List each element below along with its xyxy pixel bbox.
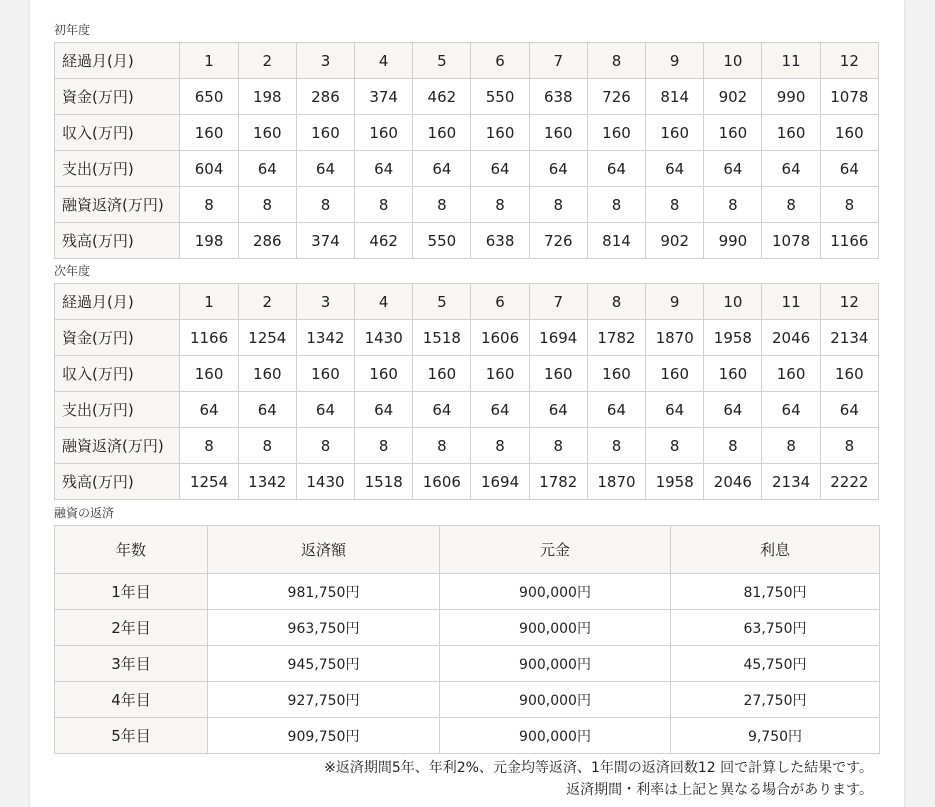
value-cell: 198 (180, 223, 238, 259)
value-cell: 1782 (587, 320, 645, 356)
amount-cell: 900,000円 (440, 646, 671, 682)
value-cell: 374 (296, 223, 354, 259)
value-cell: 8 (587, 187, 645, 223)
value-cell: 1870 (587, 464, 645, 500)
amount-cell: 900,000円 (440, 682, 671, 718)
table-row (55, 356, 879, 392)
value-cell: 160 (238, 115, 296, 151)
month-header-row (55, 43, 879, 79)
month-cell: 10 (704, 284, 762, 320)
table-row (55, 320, 879, 356)
column-header: 返済額 (208, 526, 440, 574)
amount-cell: 963,750円 (208, 610, 440, 646)
month-cell: 7 (529, 284, 587, 320)
amount-cell: 900,000円 (440, 718, 671, 754)
value-cell: 160 (296, 115, 354, 151)
amount-cell: 9,750円 (671, 718, 880, 754)
month-cell: 11 (762, 43, 820, 79)
row-label: 経過月(月) (55, 284, 180, 320)
value-cell: 1870 (646, 320, 704, 356)
value-cell: 160 (646, 356, 704, 392)
value-cell: 160 (355, 356, 413, 392)
value-cell: 64 (355, 392, 413, 428)
value-cell: 286 (296, 79, 354, 115)
year-cell: 2年目 (55, 610, 208, 646)
value-cell: 990 (704, 223, 762, 259)
value-cell: 1078 (762, 223, 820, 259)
value-cell: 8 (296, 428, 354, 464)
value-cell: 160 (180, 356, 238, 392)
value-cell: 8 (704, 428, 762, 464)
month-cell: 2 (238, 284, 296, 320)
value-cell: 64 (704, 392, 762, 428)
value-cell: 1606 (471, 320, 529, 356)
value-cell: 64 (471, 392, 529, 428)
month-cell: 3 (296, 284, 354, 320)
value-cell: 160 (704, 356, 762, 392)
value-cell: 160 (471, 115, 529, 151)
value-cell: 374 (355, 79, 413, 115)
row-label: 支出(万円) (55, 392, 180, 428)
value-cell: 160 (529, 115, 587, 151)
value-cell: 8 (587, 428, 645, 464)
value-cell: 814 (587, 223, 645, 259)
value-cell: 64 (646, 392, 704, 428)
month-cell: 4 (355, 43, 413, 79)
year2-cashflow-table (54, 283, 879, 500)
amount-cell: 945,750円 (208, 646, 440, 682)
value-cell: 286 (238, 223, 296, 259)
value-cell: 462 (413, 79, 471, 115)
value-cell: 638 (529, 79, 587, 115)
table-row (55, 646, 880, 682)
value-cell: 1342 (238, 464, 296, 500)
table-row (55, 682, 880, 718)
value-cell: 2134 (762, 464, 820, 500)
table-row (55, 151, 879, 187)
value-cell: 8 (296, 187, 354, 223)
value-cell: 550 (413, 223, 471, 259)
year-cell: 1年目 (55, 574, 208, 610)
row-label: 資金(万円) (55, 79, 180, 115)
year-cell: 3年目 (55, 646, 208, 682)
loan-caption: 融資の返済 (54, 506, 115, 520)
value-cell: 1782 (529, 464, 587, 500)
month-cell: 3 (296, 43, 354, 79)
amount-cell: 927,750円 (208, 682, 440, 718)
value-cell: 2134 (820, 320, 878, 356)
value-cell: 8 (355, 428, 413, 464)
value-cell: 638 (471, 223, 529, 259)
row-label: 資金(万円) (55, 320, 180, 356)
value-cell: 2222 (820, 464, 878, 500)
month-cell: 5 (413, 43, 471, 79)
month-cell: 1 (180, 284, 238, 320)
value-cell: 8 (238, 187, 296, 223)
value-cell: 1518 (355, 464, 413, 500)
value-cell: 64 (296, 151, 354, 187)
value-cell: 160 (296, 356, 354, 392)
year-cell: 4年目 (55, 682, 208, 718)
value-cell: 160 (471, 356, 529, 392)
month-cell: 9 (646, 43, 704, 79)
table-row (55, 392, 879, 428)
month-cell: 5 (413, 284, 471, 320)
value-cell: 160 (704, 115, 762, 151)
value-cell: 1694 (529, 320, 587, 356)
month-cell: 6 (471, 284, 529, 320)
row-label: 収入(万円) (55, 115, 180, 151)
value-cell: 64 (587, 392, 645, 428)
value-cell: 198 (238, 79, 296, 115)
amount-cell: 981,750円 (208, 574, 440, 610)
value-cell: 8 (646, 187, 704, 223)
amount-cell: 81,750円 (671, 574, 880, 610)
value-cell: 8 (704, 187, 762, 223)
value-cell: 8 (820, 187, 878, 223)
value-cell: 160 (820, 115, 878, 151)
value-cell: 64 (820, 392, 878, 428)
amount-cell: 900,000円 (440, 574, 671, 610)
value-cell: 8 (529, 187, 587, 223)
table-row (55, 115, 879, 151)
value-cell: 8 (471, 428, 529, 464)
value-cell: 160 (762, 115, 820, 151)
value-cell: 160 (180, 115, 238, 151)
value-cell: 1430 (355, 320, 413, 356)
value-cell: 8 (355, 187, 413, 223)
value-cell: 2046 (704, 464, 762, 500)
month-cell: 8 (587, 284, 645, 320)
value-cell: 1958 (646, 464, 704, 500)
value-cell: 64 (296, 392, 354, 428)
year1-cashflow-table (54, 42, 879, 259)
amount-cell: 909,750円 (208, 718, 440, 754)
month-cell: 7 (529, 43, 587, 79)
repayment-note (324, 757, 873, 801)
value-cell: 64 (704, 151, 762, 187)
amount-cell: 27,750円 (671, 682, 880, 718)
table-row (55, 464, 879, 500)
value-cell: 8 (762, 187, 820, 223)
value-cell: 650 (180, 79, 238, 115)
value-cell: 1342 (296, 320, 354, 356)
value-cell: 2046 (762, 320, 820, 356)
value-cell: 1694 (471, 464, 529, 500)
value-cell: 902 (646, 223, 704, 259)
value-cell: 64 (413, 151, 471, 187)
column-header: 年数 (55, 526, 208, 574)
month-cell: 9 (646, 284, 704, 320)
table-row (55, 428, 879, 464)
value-cell: 64 (529, 392, 587, 428)
row-label: 収入(万円) (55, 356, 180, 392)
value-cell: 8 (413, 187, 471, 223)
value-cell: 160 (587, 356, 645, 392)
value-cell: 160 (413, 356, 471, 392)
month-cell: 6 (471, 43, 529, 79)
value-cell: 8 (180, 428, 238, 464)
value-cell: 1518 (413, 320, 471, 356)
value-cell: 64 (413, 392, 471, 428)
value-cell: 8 (762, 428, 820, 464)
column-header: 元金 (440, 526, 671, 574)
value-cell: 160 (820, 356, 878, 392)
row-label: 融資返済(万円) (55, 187, 180, 223)
value-cell: 8 (820, 428, 878, 464)
table-row (55, 223, 879, 259)
value-cell: 1958 (704, 320, 762, 356)
value-cell: 814 (646, 79, 704, 115)
value-cell: 1606 (413, 464, 471, 500)
month-header-row (55, 284, 879, 320)
value-cell: 64 (587, 151, 645, 187)
amount-cell: 900,000円 (440, 610, 671, 646)
year1-caption: 初年度 (54, 23, 91, 37)
value-cell: 902 (704, 79, 762, 115)
value-cell: 160 (413, 115, 471, 151)
column-header: 利息 (671, 526, 880, 574)
value-cell: 64 (646, 151, 704, 187)
month-cell: 12 (820, 43, 878, 79)
table-row (55, 718, 880, 754)
year-cell: 5年目 (55, 718, 208, 754)
value-cell: 64 (238, 151, 296, 187)
value-cell: 8 (413, 428, 471, 464)
value-cell: 160 (529, 356, 587, 392)
value-cell: 462 (355, 223, 413, 259)
value-cell: 160 (238, 356, 296, 392)
value-cell: 64 (355, 151, 413, 187)
value-cell: 160 (355, 115, 413, 151)
month-cell: 12 (820, 284, 878, 320)
month-cell: 10 (704, 43, 762, 79)
value-cell: 64 (762, 151, 820, 187)
value-cell: 64 (820, 151, 878, 187)
note-line-1: ※返済期間5年、年利2%、元金均等返済、1年間の返済回数12 回で計算した結果です。 (324, 760, 873, 776)
value-cell: 8 (471, 187, 529, 223)
year2-caption: 次年度 (54, 264, 91, 278)
note-line-2: 返済期間・利率は上記と異なる場合があります。 (566, 782, 873, 798)
value-cell: 990 (762, 79, 820, 115)
table-row (55, 79, 879, 115)
month-cell: 11 (762, 284, 820, 320)
value-cell: 1254 (180, 464, 238, 500)
month-cell: 1 (180, 43, 238, 79)
row-label: 経過月(月) (55, 43, 180, 79)
value-cell: 160 (587, 115, 645, 151)
table-row (55, 574, 880, 610)
value-cell: 726 (587, 79, 645, 115)
row-label: 残高(万円) (55, 464, 180, 500)
row-label: 融資返済(万円) (55, 428, 180, 464)
value-cell: 8 (646, 428, 704, 464)
value-cell: 160 (646, 115, 704, 151)
value-cell: 1166 (820, 223, 878, 259)
value-cell: 8 (180, 187, 238, 223)
value-cell: 1430 (296, 464, 354, 500)
value-cell: 550 (471, 79, 529, 115)
value-cell: 1078 (820, 79, 878, 115)
value-cell: 64 (762, 392, 820, 428)
value-cell: 64 (471, 151, 529, 187)
loan-header-row (55, 526, 880, 574)
value-cell: 8 (238, 428, 296, 464)
value-cell: 604 (180, 151, 238, 187)
month-cell: 2 (238, 43, 296, 79)
table-row (55, 187, 879, 223)
value-cell: 64 (529, 151, 587, 187)
loan-repayment-table (54, 525, 880, 754)
row-label: 残高(万円) (55, 223, 180, 259)
value-cell: 8 (529, 428, 587, 464)
value-cell: 1254 (238, 320, 296, 356)
value-cell: 160 (762, 356, 820, 392)
amount-cell: 63,750円 (671, 610, 880, 646)
value-cell: 64 (180, 392, 238, 428)
month-cell: 8 (587, 43, 645, 79)
value-cell: 1166 (180, 320, 238, 356)
value-cell: 726 (529, 223, 587, 259)
value-cell: 64 (238, 392, 296, 428)
amount-cell: 45,750円 (671, 646, 880, 682)
row-label: 支出(万円) (55, 151, 180, 187)
table-row (55, 610, 880, 646)
month-cell: 4 (355, 284, 413, 320)
